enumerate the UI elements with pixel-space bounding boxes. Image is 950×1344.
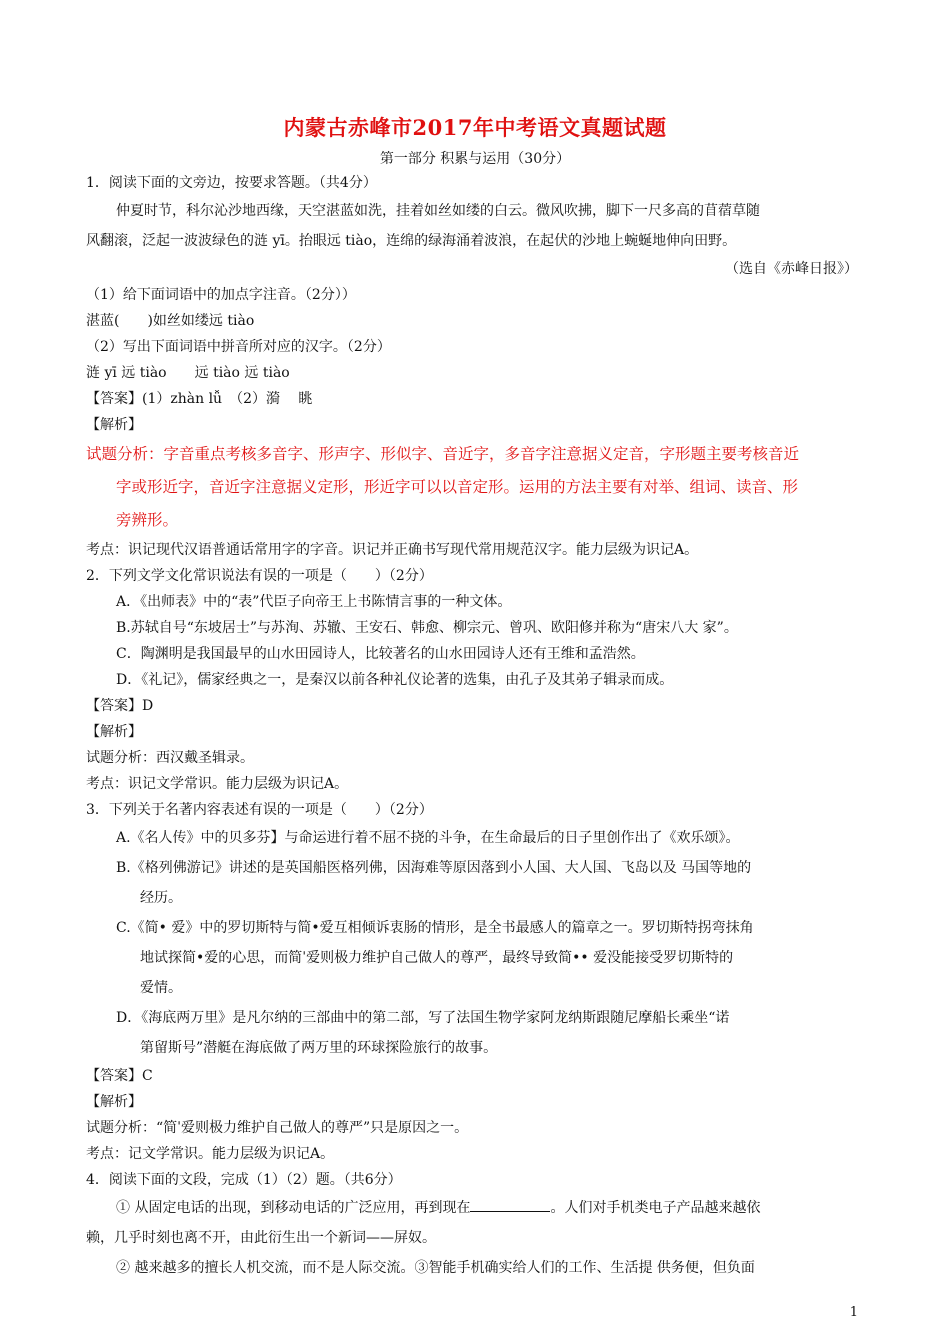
q3-answer: 【答案】C <box>86 1068 153 1084</box>
q1-sub2-words: 涟 yī 远 tiào 远 tiào 远 tiào <box>86 365 290 381</box>
q2-answer: 【答案】D <box>86 698 154 714</box>
q1-sub2: （2）写出下面词语中拼音所对应的汉字。（2分） <box>86 339 391 355</box>
q3-option-d: D．《海底两万里》是凡尔纳的三部曲中的第二部，写了法国生物学家阿龙纳斯跟随尼摩船长乘坐“诺 <box>116 1010 730 1026</box>
q3-option-c: C.《简• 爱》中的罗切斯特与简•爱互相倾诉衷肠的情形，是全书最感人的篇章之一。罗切斯特拐弯抹角 <box>116 920 754 936</box>
q3-option-c-cont: 爱情。 <box>140 980 182 996</box>
q1-point: 考点：识记现代汉语普通话常用字的字音。识记并正确书写现代常用规范汉字。能力层级为识记A。 <box>86 542 699 558</box>
q4-paragraph-line <box>86 1193 866 1223</box>
q1-stem: 1．阅读下面的文旁边，按要求答题。（共4分） <box>86 175 377 191</box>
q1-sub1-words: 湛蓝( )如丝如缕远 tiào <box>86 313 255 329</box>
q1-analysis-line: 旁辨形。 <box>116 511 179 529</box>
q2-stem: 2．下列文学文化常识说法有误的一项是（ ）（2分） <box>86 568 433 584</box>
document-body <box>86 170 866 1283</box>
q1-passage-line: 风翻滚，泛起一波波绿色的涟 yī。抬眼远 tiào，连绵的绿海涌着波浪，在起伏的沙地上蜿蜒地伸向田野。 <box>86 233 737 249</box>
q3-point: 考点：记文学常识。能力层级为识记A。 <box>86 1146 335 1162</box>
fill-blank[interactable] <box>470 1197 550 1212</box>
q2-option: C．陶渊明是我国最早的山水田园诗人，比较著名的山水田园诗人还有王维和孟浩然。 <box>116 646 645 662</box>
q4-text: ① 从固定电话的出现，到移动电话的广泛应用，再到现在 <box>116 1200 471 1216</box>
q2-analysis: 试题分析：西汉戴圣辑录。 <box>86 750 254 766</box>
q4-stem: 4．阅读下面的文段，完成（1）（2）题。（共6分） <box>86 1172 402 1188</box>
q2-option: A．《出师表》中的“表”代臣子向帝王上书陈情言事的一种文体。 <box>116 594 512 610</box>
q1-analysis-line: 字或形近字，音近字注意据义定形，形近字可以以音定形。运用的方法主要有对举、组词、读音、形 <box>116 478 799 496</box>
q2-option: B.苏轼自号“东坡居士”与苏洵、苏辙、王安石、韩愈、柳宗元、曾巩、欧阳修并称为“唐宋八大 家”。 <box>116 620 738 636</box>
q1-source: （选自《赤峰日报》） <box>725 261 858 277</box>
q3-stem: 3．下列关于名著内容表述有误的一项是（ ）（2分） <box>86 802 433 818</box>
page-title: 内蒙古赤峰市2017年中考语文真题试题 <box>283 115 667 140</box>
q3-option-a: A.《名人传》中的贝多芬】与命运进行着不屈不挠的斗争，在生命最后的日子里创作出了《欢乐颂》。 <box>116 830 740 846</box>
q4-paragraph-line: ② 越来越多的擅长人机交流，而不是人际交流。③智能手机确实给人们的工作、生活提 供务便，但负面 <box>116 1260 755 1276</box>
q2-analysis-label: 【解析】 <box>86 724 142 740</box>
q4-text: 。人们对手机类电子产品越来越依 <box>550 1200 761 1216</box>
q1-analysis-line: 试题分析：字音重点考核多音字、形声字、形似字、音近字，多音字注意据义定音，字形题主要考核音近 <box>86 445 800 463</box>
q1-passage-line: 仲夏时节，科尔沁沙地西缘，天空湛蓝如洗，挂着如丝如缕的白云。微风吹拂，脚下一尺多高的苜蓿草随 <box>116 203 760 219</box>
q3-option-c-cont: 地试探简•爱的心思，而简ˈ爱则极力维护自己做人的尊严，最终导致简•• 爱没能接受罗切斯特的 <box>140 950 734 966</box>
q3-option-d-cont: 第留斯号”潜艇在海底做了两万里的环球探险旅行的故事。 <box>140 1040 498 1056</box>
q3-analysis: 试题分析：“简ˈ爱则极力维护自己做人的尊严”只是原因之一。 <box>86 1120 469 1136</box>
section-heading: 第一部分 积累与运用（30分） <box>379 151 571 167</box>
q1-analysis-label: 【解析】 <box>86 417 142 433</box>
q1-sub1: （1）给下面词语中的加点字注音。（2分）） <box>86 287 356 303</box>
q4-paragraph-line: 赖，几乎时刻也离不开，由此衍生出一个新词——屏奴。 <box>86 1230 436 1246</box>
q1-answer: 【答案】(1）zhàn lǚ （2）漪 眺 <box>86 391 313 407</box>
q2-point: 考点：识记文学常识。能力层级为识记A。 <box>86 776 349 792</box>
q2-option: D．《礼记》，儒家经典之一，是秦汉以前各种礼仪论著的选集，由孔子及其弟子辑录而成。 <box>116 672 674 688</box>
q3-option-b: B.《格列佛游记》讲述的是英国船医格列佛，因海难等原因落到小人国、大人国、飞岛以及 马国等地的 <box>116 860 752 876</box>
q3-option-b-cont: 经历。 <box>140 890 182 906</box>
page-number: 1 <box>849 1305 858 1320</box>
q3-analysis-label: 【解析】 <box>86 1094 142 1110</box>
